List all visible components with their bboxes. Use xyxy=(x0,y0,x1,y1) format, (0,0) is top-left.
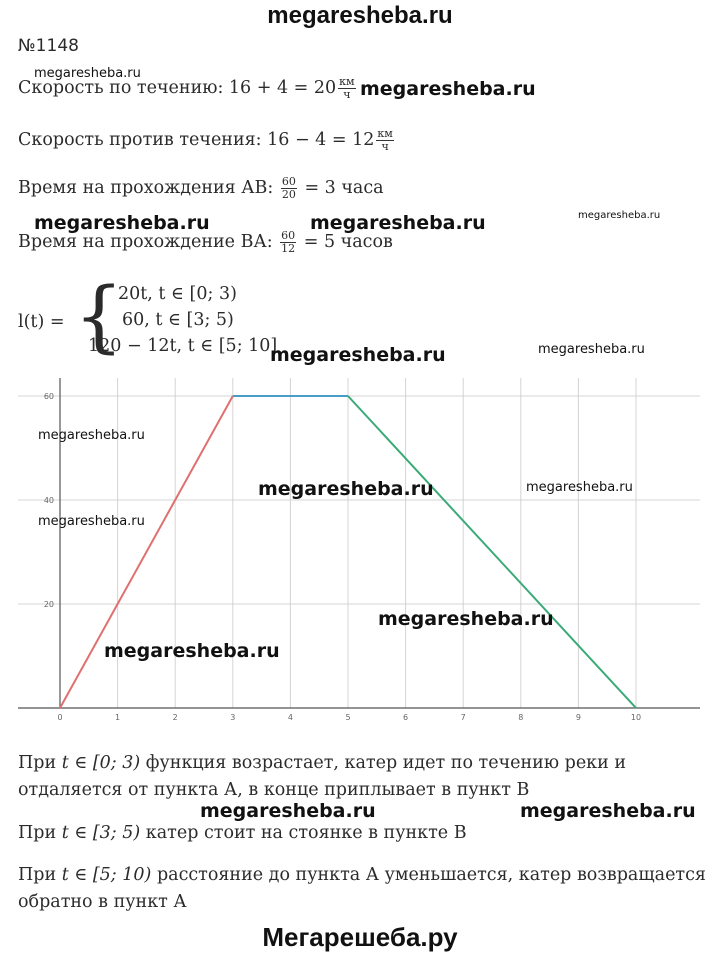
distance-chart xyxy=(0,370,720,730)
x-tick-label: 8 xyxy=(518,713,524,722)
x-tick-label: 1 xyxy=(115,713,121,722)
watermark: megaresheba.ru xyxy=(270,344,446,366)
watermark: megaresheba.ru xyxy=(200,800,376,822)
description-3b: обратно в пункт А xyxy=(18,892,187,912)
y-tick-label: 20 xyxy=(43,600,54,609)
x-tick-label: 9 xyxy=(575,713,581,722)
unit-denominator: ч xyxy=(381,140,389,153)
x-tick-label: 3 xyxy=(230,713,236,722)
y-tick-label: 40 xyxy=(43,496,54,505)
desc-text: При xyxy=(18,865,57,885)
speed-upstream-text: Скорость против течения: 16 − 4 = 12 xyxy=(18,130,375,150)
watermark: megaresheba.ru xyxy=(104,640,280,662)
watermark: megaresheba.ru xyxy=(38,428,145,443)
watermark: megaresheba.ru xyxy=(578,210,661,221)
time-ab-label: Время на прохождения АВ: xyxy=(18,178,274,198)
desc-text: При xyxy=(18,753,57,773)
x-tick-label: 6 xyxy=(403,713,409,722)
unit-numerator: км xyxy=(339,75,355,88)
case-3: 120 − 12t, t ∈ [5; 10] xyxy=(88,336,278,356)
time-ab xyxy=(18,176,384,201)
watermark: megaresheba.ru xyxy=(378,608,554,630)
desc-text: При xyxy=(18,823,57,843)
watermark: megaresheba.ru xyxy=(310,212,486,234)
y-tick-label: 60 xyxy=(43,392,54,401)
desc-math: t ∈ [0; 3) xyxy=(61,753,141,773)
time-ab-denominator: 20 xyxy=(281,188,296,201)
problem-number: №1148 xyxy=(18,36,79,56)
description-1 xyxy=(18,750,626,776)
time-ba xyxy=(18,230,393,255)
x-tick-label: 7 xyxy=(460,713,466,722)
x-tick-label: 2 xyxy=(172,713,178,722)
site-header: megaresheba.ru xyxy=(267,2,453,29)
speed-downstream-text: Скорость по течению: 16 + 4 = 20 xyxy=(18,78,337,98)
watermark: megaresheba.ru xyxy=(34,212,210,234)
description-3 xyxy=(18,862,706,888)
series-line-3 xyxy=(348,396,636,708)
desc-math: t ∈ [3; 5) xyxy=(61,823,141,843)
watermark: megaresheba.ru xyxy=(360,78,536,100)
time-ab-result: = 3 часа xyxy=(304,178,384,198)
function-lhs: l(t) = xyxy=(18,312,65,332)
time-ab-numerator: 60 xyxy=(281,175,296,188)
speed-downstream xyxy=(18,76,358,101)
time-ba-label: Время на прохождение ВА: xyxy=(18,232,273,252)
time-ba-fraction xyxy=(280,230,296,255)
watermark: megaresheba.ru xyxy=(526,480,633,495)
unit-numerator: км xyxy=(377,127,393,140)
desc-text: катер стоит на стоянке в пункте В xyxy=(145,823,467,843)
time-ab-fraction xyxy=(281,176,297,201)
watermark: megaresheba.ru xyxy=(34,66,141,81)
desc-math: t ∈ [5; 10) xyxy=(61,865,152,885)
case-1: 20t, t ∈ [0; 3) xyxy=(118,284,237,304)
watermark: megaresheba.ru xyxy=(538,342,645,357)
speed-upstream xyxy=(18,128,396,153)
desc-text: расстояние до пункта А уменьшается, катер возвращается xyxy=(156,865,706,885)
description-2 xyxy=(18,820,467,846)
watermark: megaresheba.ru xyxy=(520,800,696,822)
x-tick-label: 10 xyxy=(630,713,642,722)
desc-text: функция возрастает, катер идет по течению реки и xyxy=(145,753,627,773)
x-tick-label: 0 xyxy=(57,713,63,722)
watermark: megaresheba.ru xyxy=(38,514,145,529)
system-brace: { xyxy=(74,272,124,362)
case-2: 60, t ∈ [3; 5) xyxy=(122,310,234,330)
site-footer: Мегарешеба.ру xyxy=(262,922,458,952)
unit-denominator: ч xyxy=(343,88,351,101)
watermark: megaresheba.ru xyxy=(258,478,434,500)
unit-fraction xyxy=(376,128,393,153)
x-tick-label: 4 xyxy=(287,713,293,722)
unit-fraction xyxy=(338,76,355,101)
time-ba-result: = 5 часов xyxy=(303,232,393,252)
time-ba-numerator: 60 xyxy=(281,229,296,242)
description-1b: отдаляется от пункта А, в конце приплывает в пункт В xyxy=(18,780,530,800)
x-tick-label: 5 xyxy=(345,713,351,722)
time-ba-denominator: 12 xyxy=(281,242,296,255)
